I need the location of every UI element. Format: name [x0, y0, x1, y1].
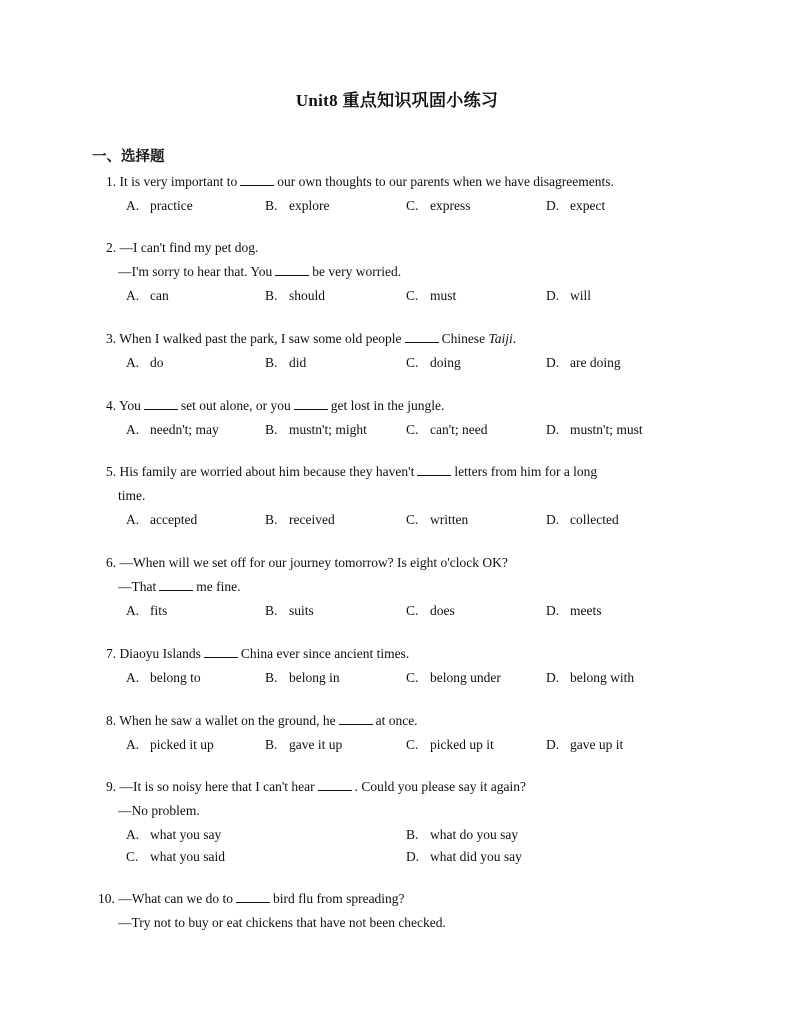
stem-text: —When will we set off for our journey tomorrow? Is eight o'clock OK?	[119, 555, 508, 570]
question-number: 9.	[106, 779, 117, 794]
option-letter: D.	[546, 198, 560, 213]
option-c[interactable]	[406, 418, 488, 442]
option-letter: A.	[126, 512, 140, 527]
option-text: belong with	[570, 670, 635, 685]
option-letter: D.	[546, 670, 560, 685]
stem-text: It is very important to	[119, 174, 238, 189]
option-letter: D.	[546, 603, 560, 618]
option-b[interactable]	[265, 733, 342, 757]
option-letter: A.	[126, 288, 140, 303]
option-b[interactable]	[265, 194, 329, 218]
option-text: what you say	[150, 827, 222, 842]
option-text: explore	[289, 198, 330, 213]
question-line-2: —No problem.	[118, 803, 200, 818]
option-letter: A.	[126, 603, 140, 618]
answer-blank	[405, 330, 439, 343]
option-text: does	[430, 603, 455, 618]
option-letter: D.	[546, 355, 560, 370]
option-letter: B.	[406, 827, 419, 842]
option-d[interactable]	[546, 733, 623, 757]
question-number: 7.	[106, 646, 117, 661]
stem-text: —That	[118, 579, 157, 594]
question-line-2: time.	[118, 488, 146, 503]
option-a[interactable]	[126, 823, 221, 847]
option-letter: D.	[546, 512, 560, 527]
option-letter: B.	[265, 288, 278, 303]
question-stem	[106, 775, 702, 799]
answer-blank	[144, 397, 178, 410]
question-number: 5.	[106, 464, 117, 479]
option-c[interactable]	[126, 845, 225, 869]
option-letter: C.	[406, 288, 419, 303]
option-letter: C.	[406, 198, 419, 213]
option-a[interactable]	[126, 351, 164, 375]
option-c[interactable]	[406, 733, 494, 757]
option-b[interactable]	[265, 666, 340, 690]
question-stem	[106, 460, 702, 484]
option-text: what did you say	[430, 849, 522, 864]
question-number: 10.	[98, 891, 115, 906]
stem-text: our own thoughts to our parents when we have disagreements.	[277, 174, 614, 189]
question-number: 6.	[106, 555, 117, 570]
options-row	[126, 418, 702, 441]
option-letter: C.	[406, 512, 419, 527]
option-c[interactable]	[406, 284, 456, 308]
option-text: expect	[570, 198, 606, 213]
option-d[interactable]	[406, 845, 522, 869]
options-row	[126, 599, 702, 622]
question-7	[106, 642, 702, 689]
option-text: do	[150, 355, 164, 370]
option-letter: A.	[126, 355, 140, 370]
question-line-2	[106, 575, 702, 599]
section-heading: 一、选择题	[92, 149, 165, 165]
option-letter: A.	[126, 737, 140, 752]
option-text: express	[430, 198, 471, 213]
option-a[interactable]	[126, 666, 201, 690]
option-text: written	[430, 512, 469, 527]
question-9	[106, 775, 702, 867]
option-a[interactable]	[126, 733, 214, 757]
stem-text: Chinese	[441, 331, 486, 346]
option-c[interactable]	[406, 599, 455, 623]
stem-text: —I'm sorry to hear that. You	[118, 264, 273, 279]
option-a[interactable]	[126, 418, 219, 442]
option-text: belong to	[150, 670, 201, 685]
stem-text: His family are worried about him because they haven't	[119, 464, 415, 479]
stem-text: set out alone, or you	[180, 398, 291, 413]
stem-period: .	[512, 331, 517, 346]
options-row	[126, 508, 702, 531]
option-b[interactable]	[265, 599, 314, 623]
option-letter: B.	[265, 512, 278, 527]
option-letter: B.	[265, 422, 278, 437]
option-letter: B.	[265, 355, 278, 370]
question-2	[106, 236, 702, 307]
option-text: meets	[570, 603, 602, 618]
option-text: did	[289, 355, 307, 370]
option-c[interactable]	[406, 666, 501, 690]
answer-blank	[159, 578, 193, 591]
option-letter: B.	[265, 198, 278, 213]
option-letter: C.	[406, 355, 419, 370]
stem-text: me fine.	[196, 579, 241, 594]
option-text: what you said	[150, 849, 225, 864]
option-d[interactable]	[546, 418, 643, 442]
question-10	[98, 887, 694, 935]
option-b[interactable]	[265, 418, 367, 442]
option-text: belong in	[289, 670, 340, 685]
option-text: can	[150, 288, 169, 303]
answer-blank	[240, 173, 274, 186]
question-number: 3.	[106, 331, 117, 346]
option-text: what do you say	[430, 827, 519, 842]
option-text: gave up it	[570, 737, 624, 752]
question-stem	[106, 551, 702, 575]
question-3	[106, 327, 702, 374]
option-text: picked up it	[430, 737, 494, 752]
options-row	[126, 666, 702, 689]
question-stem	[106, 170, 702, 194]
option-text: practice	[150, 198, 193, 213]
question-stem	[106, 236, 702, 260]
options-row	[126, 823, 702, 845]
question-number: 2.	[106, 240, 117, 255]
option-letter: B.	[265, 737, 278, 752]
option-b[interactable]	[406, 823, 518, 847]
option-text: suits	[289, 603, 314, 618]
question-stem	[106, 394, 702, 418]
option-d[interactable]	[546, 194, 605, 218]
option-letter: C.	[126, 849, 139, 864]
option-text: doing	[430, 355, 461, 370]
option-c[interactable]	[406, 508, 468, 532]
stem-text: . Could you please say it again?	[354, 779, 526, 794]
option-d[interactable]	[546, 351, 621, 375]
answer-blank	[236, 890, 270, 903]
option-text: collected	[570, 512, 619, 527]
question-5	[106, 460, 702, 531]
option-b[interactable]	[265, 508, 335, 532]
option-letter: A.	[126, 422, 140, 437]
option-d[interactable]	[546, 599, 602, 623]
option-text: received	[289, 512, 335, 527]
stem-text: be very worried.	[312, 264, 402, 279]
option-b[interactable]	[265, 351, 306, 375]
question-line-2: —Try not to buy or eat chickens that have not been checked.	[118, 915, 446, 930]
question-1	[106, 170, 702, 217]
question-number: 4.	[106, 398, 117, 413]
option-d[interactable]	[546, 284, 591, 308]
option-c[interactable]	[406, 194, 471, 218]
question-stem	[98, 887, 694, 911]
stem-text: —It is so noisy here that I can't hear	[119, 779, 315, 794]
option-d[interactable]	[546, 666, 634, 690]
answer-blank	[294, 397, 328, 410]
answer-blank	[275, 263, 309, 276]
option-text: mustn't; must	[570, 422, 643, 437]
question-stem	[106, 709, 702, 733]
answer-blank	[417, 463, 451, 476]
stem-text: bird flu from spreading?	[272, 891, 405, 906]
question-4	[106, 394, 702, 441]
option-b[interactable]	[265, 284, 325, 308]
question-number: 8.	[106, 713, 117, 728]
stem-text: —I can't find my pet dog.	[119, 240, 259, 255]
options-row	[126, 733, 702, 756]
option-text: accepted	[150, 512, 198, 527]
stem-text-italic: Taiji	[488, 331, 513, 346]
option-letter: C.	[406, 603, 419, 618]
stem-text: When he saw a wallet on the ground, he	[119, 713, 336, 728]
option-text: will	[570, 288, 592, 303]
options-row	[126, 194, 702, 217]
option-text: should	[289, 288, 326, 303]
option-text: mustn't; might	[289, 422, 367, 437]
option-text: needn't; may	[150, 422, 219, 437]
option-text: picked it up	[150, 737, 214, 752]
option-letter: A.	[126, 198, 140, 213]
option-letter: C.	[406, 737, 419, 752]
option-letter: C.	[406, 670, 419, 685]
option-text: are doing	[570, 355, 621, 370]
stem-text: letters from him for a long	[454, 464, 598, 479]
question-8	[106, 709, 702, 756]
answer-blank	[339, 712, 373, 725]
option-c[interactable]	[406, 351, 461, 375]
option-a[interactable]	[126, 599, 167, 623]
question-line-2	[106, 260, 702, 284]
stem-text: at once.	[375, 713, 418, 728]
option-letter: A.	[126, 827, 140, 842]
stem-text: When I walked past the park, I saw some old people	[119, 331, 402, 346]
stem-text: China ever since ancient times.	[240, 646, 410, 661]
stem-text: You	[119, 398, 141, 413]
option-letter: D.	[546, 422, 560, 437]
option-text: belong under	[430, 670, 501, 685]
option-letter: D.	[546, 737, 560, 752]
page-title: Unit8 重点知识巩固小练习	[295, 91, 499, 110]
option-letter: B.	[265, 603, 278, 618]
option-letter: A.	[126, 670, 140, 685]
options-row	[126, 284, 702, 307]
question-stem	[106, 327, 702, 351]
answer-blank	[318, 778, 352, 791]
option-text: can't; need	[430, 422, 488, 437]
option-text: fits	[150, 603, 168, 618]
stem-text: —What can we do to	[118, 891, 233, 906]
stem-text: Diaoyu Islands	[119, 646, 201, 661]
question-number: 1.	[106, 174, 117, 189]
option-text: must	[430, 288, 457, 303]
option-letter: B.	[265, 670, 278, 685]
question-stem	[106, 642, 702, 666]
option-a[interactable]	[126, 284, 169, 308]
option-a[interactable]	[126, 194, 193, 218]
answer-blank	[204, 645, 238, 658]
option-letter: D.	[546, 288, 560, 303]
stem-text: get lost in the jungle.	[330, 398, 445, 413]
option-letter: C.	[406, 422, 419, 437]
option-letter: D.	[406, 849, 420, 864]
options-row	[126, 351, 702, 374]
option-d[interactable]	[546, 508, 619, 532]
question-6	[106, 551, 702, 622]
option-a[interactable]	[126, 508, 197, 532]
option-text: gave it up	[289, 737, 343, 752]
options-row	[126, 845, 702, 867]
